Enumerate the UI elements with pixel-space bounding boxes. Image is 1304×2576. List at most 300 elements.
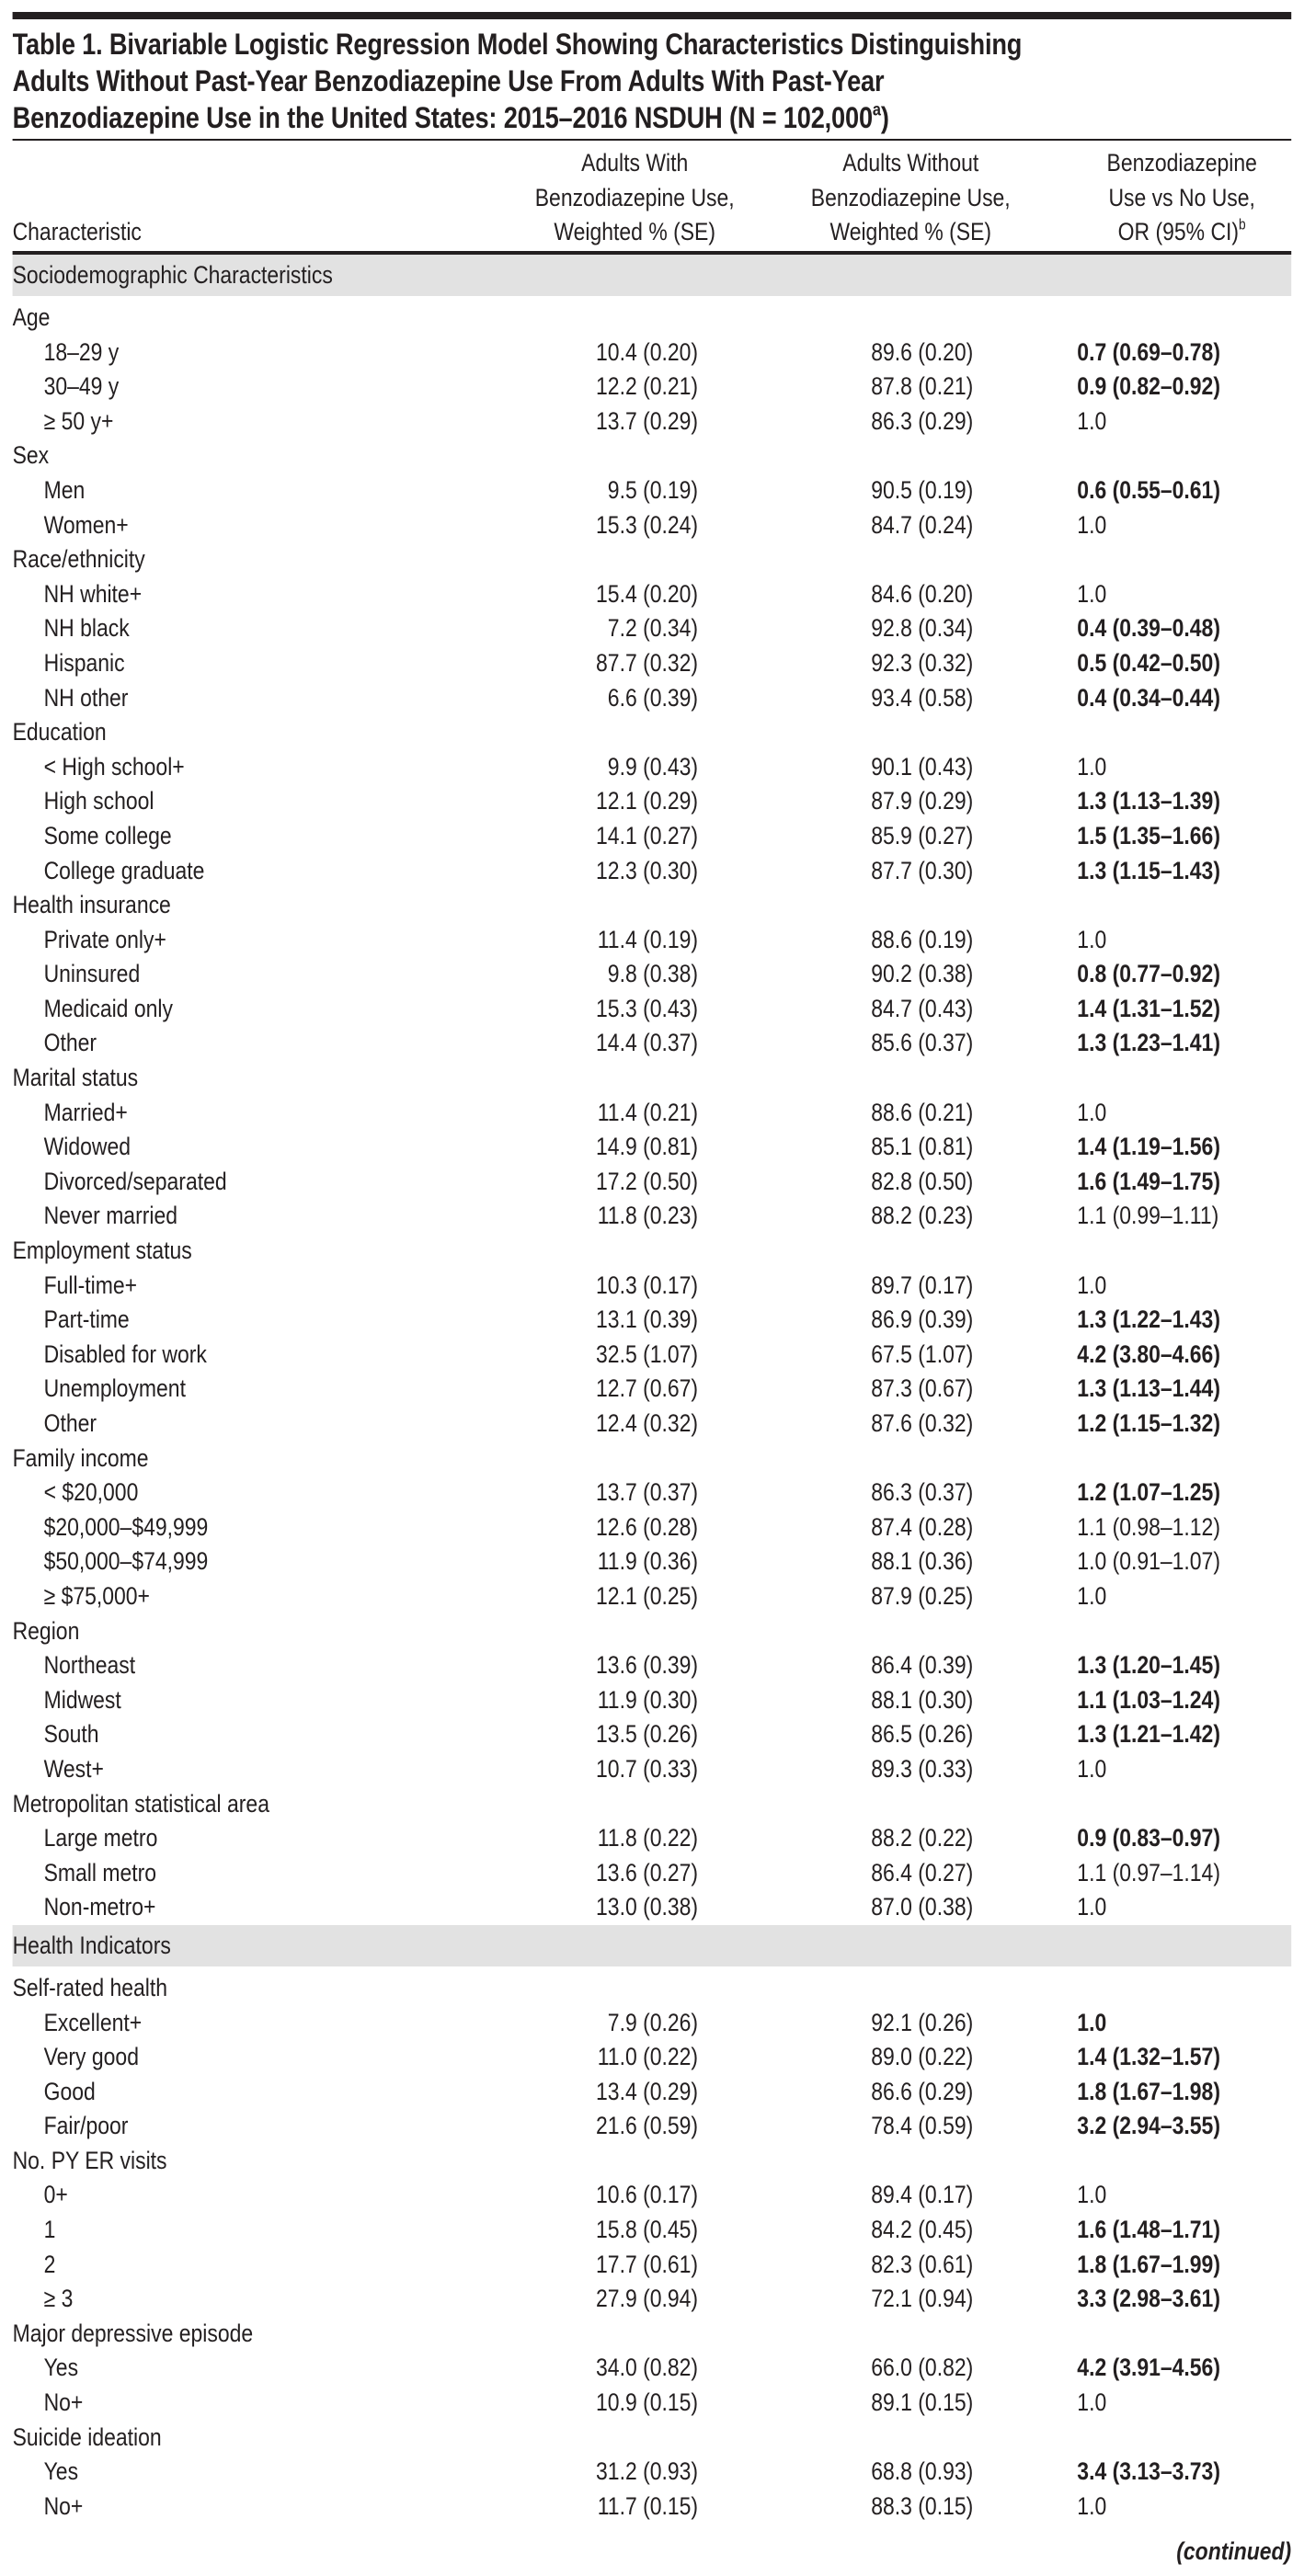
with-use-value: 12.1 (0.25) xyxy=(596,1581,699,1610)
table-row xyxy=(13,1303,1292,1338)
column-header-line: Benzodiazepine Use, xyxy=(534,183,735,211)
without-use-value: 72.1 (0.94) xyxy=(871,2285,974,2313)
row-label: $20,000–$49,999 xyxy=(43,1512,209,1541)
row-label: Midwest xyxy=(43,1685,121,1714)
table-row xyxy=(13,1372,1292,1407)
without-use-value: 87.6 (0.32) xyxy=(871,1409,974,1437)
column-header-characteristic: Characteristic xyxy=(12,218,142,245)
odds-ratio-value: 1.8 (1.67–1.99) xyxy=(1077,2250,1220,2278)
column-header-line: Adults Without xyxy=(842,149,979,177)
row-label: Full-time+ xyxy=(43,1271,137,1299)
row-label: Women+ xyxy=(43,510,129,539)
without-use-value: 89.7 (0.17) xyxy=(871,1271,974,1299)
with-use-value: 11.9 (0.30) xyxy=(597,1685,699,1714)
table-row xyxy=(13,750,1292,785)
odds-ratio-value: 1.3 (1.20–1.45) xyxy=(1077,1651,1220,1680)
row-label: Disabled for work xyxy=(43,1339,207,1368)
with-use-value: 6.6 (0.39) xyxy=(607,683,699,712)
without-use-value: 89.6 (0.20) xyxy=(871,337,974,366)
odds-ratio-value: 0.9 (0.82–0.92) xyxy=(1077,372,1220,401)
with-use-value: 11.4 (0.21) xyxy=(597,1098,699,1126)
table-row xyxy=(13,405,1292,439)
odds-ratio-value: 1.4 (1.31–1.52) xyxy=(1077,994,1220,1022)
table-row xyxy=(13,1407,1292,1442)
table-row xyxy=(13,2490,1292,2525)
group-row xyxy=(13,1971,1292,2006)
with-use-value: 13.4 (0.29) xyxy=(596,2077,699,2105)
table-row xyxy=(13,784,1292,819)
column-header-line: Weighted % (SE) xyxy=(554,218,716,245)
without-use-value: 85.9 (0.27) xyxy=(871,821,974,849)
without-use-value: 68.8 (0.93) xyxy=(871,2457,974,2486)
odds-ratio-value: 3.3 (2.98–3.61) xyxy=(1077,2285,1220,2313)
without-use-value: 92.8 (0.34) xyxy=(871,614,974,643)
column-header-line: Use vs No Use, xyxy=(1108,183,1255,211)
with-use-value: 13.7 (0.37) xyxy=(596,1478,699,1507)
table-row xyxy=(13,1544,1292,1579)
row-label: West+ xyxy=(43,1754,104,1783)
without-use-value: 78.4 (0.59) xyxy=(871,2112,974,2140)
odds-ratio-value: 1.1 (0.98–1.12) xyxy=(1077,1512,1220,1541)
odds-ratio-value: 1.0 xyxy=(1077,2181,1107,2209)
table-row xyxy=(13,370,1292,405)
odds-ratio-value: 1.3 (1.23–1.41) xyxy=(1077,1029,1220,1057)
column-header-with-use xyxy=(518,146,752,250)
without-use-value: 89.1 (0.15) xyxy=(871,2388,974,2417)
without-use-value: 88.2 (0.23) xyxy=(871,1202,974,1230)
with-use-value: 9.8 (0.38) xyxy=(607,960,699,988)
row-label: High school xyxy=(43,787,154,815)
with-use-value: 15.3 (0.24) xyxy=(596,510,699,539)
odds-ratio-value: 0.4 (0.39–0.48) xyxy=(1077,614,1220,643)
odds-ratio-value: 1.1 (1.03–1.24) xyxy=(1077,1685,1220,1714)
without-use-value: 90.2 (0.38) xyxy=(871,960,974,988)
with-use-value: 12.1 (0.29) xyxy=(596,787,699,815)
without-use-value: 82.8 (0.50) xyxy=(871,1167,974,1195)
table-body xyxy=(13,255,1292,2524)
row-label: Other xyxy=(43,1029,97,1057)
group-row xyxy=(13,1442,1292,1476)
with-use-value: 12.4 (0.32) xyxy=(596,1409,699,1437)
odds-ratio-value: 1.0 xyxy=(1077,1754,1107,1783)
with-use-value: 12.6 (0.28) xyxy=(596,1512,699,1541)
odds-ratio-value: 1.3 (1.15–1.43) xyxy=(1077,856,1220,884)
table-row xyxy=(13,611,1292,646)
with-use-value: 10.4 (0.20) xyxy=(596,337,699,366)
row-label: ≥ 3 xyxy=(43,2285,74,2313)
table-row xyxy=(13,1821,1292,1856)
odds-ratio-value: 1.3 (1.21–1.42) xyxy=(1077,1720,1220,1749)
group-label: Race/ethnicity xyxy=(12,545,145,574)
without-use-value: 87.0 (0.38) xyxy=(871,1893,974,1921)
odds-ratio-value: 4.2 (3.91–4.56) xyxy=(1077,2354,1220,2382)
group-label: Self-rated health xyxy=(12,1973,168,2001)
odds-ratio-value: 1.1 (0.99–1.11) xyxy=(1077,1202,1219,1230)
column-header-line: Benzodiazepine Use, xyxy=(810,183,1011,211)
without-use-value: 87.3 (0.67) xyxy=(871,1374,974,1403)
group-label: Metropolitan statistical area xyxy=(12,1789,269,1818)
group-row xyxy=(13,888,1292,923)
table-row xyxy=(13,1510,1292,1545)
with-use-value: 11.9 (0.36) xyxy=(597,1547,699,1576)
row-label: College graduate xyxy=(43,856,205,884)
row-label: NH black xyxy=(43,614,130,643)
row-label: 30–49 y xyxy=(43,372,120,401)
title-line-3-text: Benzodiazepine Use in the United States: 2015–2016 NSDUH (N = 102,000 xyxy=(12,101,873,134)
table-row xyxy=(13,2455,1292,2490)
table-row xyxy=(13,2006,1292,2041)
table-row xyxy=(13,1648,1292,1683)
odds-ratio-value: 1.0 xyxy=(1077,925,1107,953)
with-use-value: 11.7 (0.15) xyxy=(597,2491,699,2520)
group-row xyxy=(13,1061,1292,1096)
row-label: Private only+ xyxy=(43,925,166,953)
section-header: Health Indicators xyxy=(13,1925,1292,1966)
table-row xyxy=(13,923,1292,958)
table-row xyxy=(13,2248,1292,2283)
odds-ratio-value: 0.8 (0.77–0.92) xyxy=(1077,960,1220,988)
without-use-value: 67.5 (1.07) xyxy=(871,1339,974,1368)
table-row xyxy=(13,1717,1292,1752)
without-use-value: 89.4 (0.17) xyxy=(871,2181,974,2209)
row-label: Never married xyxy=(43,1202,177,1230)
table-row xyxy=(13,577,1292,612)
group-label: Age xyxy=(12,303,51,331)
group-row xyxy=(13,2421,1292,2456)
without-use-value: 88.1 (0.30) xyxy=(871,1685,974,1714)
group-label: No. PY ER visits xyxy=(12,2146,167,2174)
odds-ratio-value: 1.2 (1.15–1.32) xyxy=(1077,1409,1220,1437)
table-row xyxy=(13,1890,1292,1925)
column-header-text: OR (95% CI) xyxy=(1117,218,1240,245)
table-row xyxy=(13,2386,1292,2421)
with-use-value: 14.1 (0.27) xyxy=(596,821,699,849)
with-use-value: 17.7 (0.61) xyxy=(596,2250,699,2278)
without-use-value: 87.4 (0.28) xyxy=(871,1512,974,1541)
without-use-value: 93.4 (0.58) xyxy=(871,683,974,712)
odds-ratio-value: 4.2 (3.80–4.66) xyxy=(1077,1339,1220,1368)
column-header-line xyxy=(1072,215,1291,250)
row-label: Widowed xyxy=(43,1133,131,1161)
odds-ratio-value: 1.0 xyxy=(1077,406,1107,435)
row-label: Uninsured xyxy=(43,960,141,988)
column-header-line: Adults With xyxy=(581,149,689,177)
table-row xyxy=(13,2075,1292,2110)
with-use-value: 21.6 (0.59) xyxy=(596,2112,699,2140)
table-row xyxy=(13,1476,1292,1510)
row-label: Large metro xyxy=(43,1824,158,1852)
without-use-value: 89.3 (0.33) xyxy=(871,1754,974,1783)
column-header-line: Benzodiazepine xyxy=(1106,149,1257,177)
table-row xyxy=(13,2282,1292,2317)
with-use-value: 7.9 (0.26) xyxy=(607,2008,699,2036)
table-row xyxy=(13,1752,1292,1787)
row-label: Part-time xyxy=(43,1305,130,1334)
table-row xyxy=(13,1199,1292,1234)
row-label: Northeast xyxy=(43,1651,136,1680)
table-row xyxy=(13,508,1292,543)
odds-ratio-value: 1.3 (1.13–1.39) xyxy=(1077,787,1220,815)
table-row xyxy=(13,681,1292,716)
without-use-value: 86.3 (0.37) xyxy=(871,1478,974,1507)
group-label: Health insurance xyxy=(12,891,171,919)
with-use-value: 12.7 (0.67) xyxy=(596,1374,699,1403)
odds-ratio-value: 0.5 (0.42–0.50) xyxy=(1077,648,1220,677)
row-label: Hispanic xyxy=(43,648,125,677)
with-use-value: 15.8 (0.45) xyxy=(596,2216,699,2244)
with-use-value: 87.7 (0.32) xyxy=(596,648,699,677)
with-use-value: 10.7 (0.33) xyxy=(596,1754,699,1783)
without-use-value: 87.9 (0.29) xyxy=(871,787,974,815)
row-label: Fair/poor xyxy=(43,2112,129,2140)
group-label: Major depressive episode xyxy=(12,2319,254,2347)
odds-ratio-value: 1.0 (0.91–1.07) xyxy=(1077,1547,1220,1576)
without-use-value: 88.6 (0.21) xyxy=(871,1098,974,1126)
row-label: No+ xyxy=(43,2388,84,2417)
table-row xyxy=(13,1579,1292,1614)
with-use-value: 13.6 (0.27) xyxy=(596,1858,699,1886)
table-row xyxy=(13,1338,1292,1373)
with-use-value: 13.0 (0.38) xyxy=(596,1893,699,1921)
row-label: 1 xyxy=(43,2216,56,2244)
with-use-value: 11.4 (0.19) xyxy=(597,925,699,953)
group-row xyxy=(13,1787,1292,1822)
table-row xyxy=(13,1130,1292,1165)
table-row xyxy=(13,2178,1292,2213)
without-use-value: 86.3 (0.29) xyxy=(871,406,974,435)
odds-ratio-value: 0.4 (0.34–0.44) xyxy=(1077,683,1220,712)
with-use-value: 12.3 (0.30) xyxy=(596,856,699,884)
table-row xyxy=(13,2040,1292,2075)
without-use-value: 84.7 (0.43) xyxy=(871,994,974,1022)
row-label: Small metro xyxy=(43,1858,157,1886)
table-row xyxy=(13,1096,1292,1131)
row-label: Other xyxy=(43,1409,97,1437)
column-header-odds-ratio xyxy=(1072,146,1291,250)
odds-ratio-value: 1.5 (1.35–1.66) xyxy=(1077,821,1220,849)
odds-ratio-value: 1.0 xyxy=(1077,2491,1107,2520)
odds-ratio-value: 1.1 (0.97–1.14) xyxy=(1077,1858,1220,1886)
row-label: South xyxy=(43,1720,99,1749)
with-use-value: 13.5 (0.26) xyxy=(596,1720,699,1749)
odds-ratio-value: 0.6 (0.55–0.61) xyxy=(1077,475,1220,504)
without-use-value: 82.3 (0.61) xyxy=(871,2250,974,2278)
row-label: No+ xyxy=(43,2491,84,2520)
group-row xyxy=(13,439,1292,473)
without-use-value: 86.4 (0.27) xyxy=(871,1858,974,1886)
without-use-value: 85.1 (0.81) xyxy=(871,1133,974,1161)
group-label: Employment status xyxy=(12,1237,192,1265)
odds-ratio-value: 1.4 (1.32–1.57) xyxy=(1077,2043,1220,2071)
table-row xyxy=(13,336,1292,370)
without-use-value: 92.1 (0.26) xyxy=(871,2008,974,2036)
row-label: Married+ xyxy=(43,1098,128,1126)
without-use-value: 66.0 (0.82) xyxy=(871,2354,974,2382)
without-use-value: 88.2 (0.22) xyxy=(871,1824,974,1852)
odds-ratio-value: 1.0 xyxy=(1077,510,1107,539)
table-row xyxy=(13,1269,1292,1304)
table-row xyxy=(13,1026,1292,1061)
with-use-value: 27.9 (0.94) xyxy=(596,2285,699,2313)
with-use-value: 17.2 (0.50) xyxy=(596,1167,699,1195)
row-label: ≥ $75,000+ xyxy=(43,1581,150,1610)
without-use-value: 90.1 (0.43) xyxy=(871,752,974,781)
odds-ratio-value: 1.0 xyxy=(1077,2008,1107,2036)
without-use-value: 88.6 (0.19) xyxy=(871,925,974,953)
odds-ratio-value: 1.0 xyxy=(1077,1271,1107,1299)
row-label: ≥ 50 y+ xyxy=(43,406,114,435)
with-use-value: 15.4 (0.20) xyxy=(596,579,699,608)
group-label: Education xyxy=(12,718,107,747)
with-use-value: 11.8 (0.23) xyxy=(597,1202,699,1230)
row-label: Very good xyxy=(43,2043,139,2071)
odds-ratio-value: 1.3 (1.13–1.44) xyxy=(1077,1374,1220,1403)
group-label: Marital status xyxy=(12,1064,139,1092)
table-title xyxy=(13,26,1023,136)
group-row xyxy=(13,1234,1292,1269)
odds-ratio-value: 1.6 (1.49–1.75) xyxy=(1077,1167,1220,1195)
table-row xyxy=(13,473,1292,508)
without-use-value: 85.6 (0.37) xyxy=(871,1029,974,1057)
odds-ratio-value: 1.0 xyxy=(1077,752,1107,781)
row-label: Non-metro+ xyxy=(43,1893,156,1921)
row-label: Yes xyxy=(43,2457,79,2486)
odds-ratio-value: 1.2 (1.07–1.25) xyxy=(1077,1478,1220,1507)
title-line-2: Adults Without Past-Year Benzodiazepine Use From Adults With Past-Year xyxy=(12,64,885,97)
odds-ratio-value: 1.0 xyxy=(1077,579,1107,608)
row-label: 18–29 y xyxy=(43,337,120,366)
without-use-value: 89.0 (0.22) xyxy=(871,2043,974,2071)
column-footnote-marker: b xyxy=(1239,216,1246,234)
table-row xyxy=(13,1683,1292,1718)
without-use-value: 87.7 (0.30) xyxy=(871,856,974,884)
group-row xyxy=(13,1614,1292,1649)
column-header-line: Weighted % (SE) xyxy=(829,218,992,245)
without-use-value: 84.6 (0.20) xyxy=(871,579,974,608)
without-use-value: 88.1 (0.36) xyxy=(871,1547,974,1576)
row-label: NH other xyxy=(43,683,129,712)
with-use-value: 34.0 (0.82) xyxy=(596,2354,699,2382)
row-label: Men xyxy=(43,475,86,504)
odds-ratio-value: 1.6 (1.48–1.71) xyxy=(1077,2216,1220,2244)
row-label: Good xyxy=(43,2077,96,2105)
section-header: Sociodemographic Characteristics xyxy=(13,255,1292,296)
with-use-value: 13.7 (0.29) xyxy=(596,406,699,435)
group-label: Family income xyxy=(12,1443,149,1472)
with-use-value: 32.5 (1.07) xyxy=(596,1339,699,1368)
title-line-1: Table 1. Bivariable Logistic Regression Model Showing Characteristics Distinguishing xyxy=(12,28,1023,61)
without-use-value: 92.3 (0.32) xyxy=(871,648,974,677)
odds-ratio-value: 3.4 (3.13–3.73) xyxy=(1077,2457,1220,2486)
without-use-value: 86.6 (0.29) xyxy=(871,2077,974,2105)
odds-ratio-value: 1.0 xyxy=(1077,1893,1107,1921)
with-use-value: 12.2 (0.21) xyxy=(596,372,699,401)
odds-ratio-value: 1.4 (1.19–1.56) xyxy=(1077,1133,1220,1161)
top-rule xyxy=(13,12,1292,19)
without-use-value: 87.9 (0.25) xyxy=(871,1581,974,1610)
row-label: Medicaid only xyxy=(43,994,173,1022)
row-label: < High school+ xyxy=(43,752,185,781)
row-label: 0+ xyxy=(43,2181,68,2209)
column-header-without-use xyxy=(794,146,1028,250)
table-row xyxy=(13,1165,1292,1200)
title-footnote-marker: a xyxy=(872,100,881,120)
with-use-value: 31.2 (0.93) xyxy=(596,2457,699,2486)
table-row xyxy=(13,854,1292,889)
with-use-value: 13.6 (0.39) xyxy=(596,1651,699,1680)
odds-ratio-value: 0.9 (0.83–0.97) xyxy=(1077,1824,1220,1852)
table-row xyxy=(13,646,1292,681)
odds-ratio-value: 1.0 xyxy=(1077,2388,1107,2417)
odds-ratio-value: 0.7 (0.69–0.78) xyxy=(1077,337,1220,366)
row-label: Some college xyxy=(43,821,172,849)
without-use-value: 86.9 (0.39) xyxy=(871,1305,974,1334)
table-row xyxy=(13,2109,1292,2144)
with-use-value: 10.9 (0.15) xyxy=(596,2388,699,2417)
group-label: Sex xyxy=(12,441,50,470)
odds-ratio-value: 1.0 xyxy=(1077,1098,1107,1126)
row-label: Yes xyxy=(43,2354,79,2382)
odds-ratio-value: 1.8 (1.67–1.98) xyxy=(1077,2077,1220,2105)
row-label: Unemployment xyxy=(43,1374,186,1403)
group-row xyxy=(13,542,1292,577)
row-label: < $20,000 xyxy=(43,1478,139,1507)
odds-ratio-value: 1.3 (1.22–1.43) xyxy=(1077,1305,1220,1334)
without-use-value: 87.8 (0.21) xyxy=(871,372,974,401)
row-label: $50,000–$74,999 xyxy=(43,1547,209,1576)
with-use-value: 13.1 (0.39) xyxy=(596,1305,699,1334)
odds-ratio-value: 3.2 (2.94–3.55) xyxy=(1077,2112,1220,2140)
with-use-value: 10.3 (0.17) xyxy=(596,1271,699,1299)
table-row xyxy=(13,1856,1292,1891)
odds-ratio-value: 1.0 xyxy=(1077,1581,1107,1610)
row-label: Excellent+ xyxy=(43,2008,143,2036)
title-rule xyxy=(13,139,1292,141)
with-use-value: 7.2 (0.34) xyxy=(607,614,699,643)
table-row xyxy=(13,2213,1292,2248)
with-use-value: 9.5 (0.19) xyxy=(607,475,699,504)
group-row xyxy=(13,2144,1292,2179)
with-use-value: 11.8 (0.22) xyxy=(597,1824,699,1852)
title-line-3 xyxy=(13,99,1023,136)
group-row xyxy=(13,301,1292,336)
title-close-paren: ) xyxy=(880,101,889,134)
with-use-value: 15.3 (0.43) xyxy=(596,994,699,1022)
with-use-value: 11.0 (0.22) xyxy=(597,2043,699,2071)
without-use-value: 86.4 (0.39) xyxy=(871,1651,974,1680)
with-use-value: 9.9 (0.43) xyxy=(607,752,699,781)
with-use-value: 14.4 (0.37) xyxy=(596,1029,699,1057)
group-label: Suicide ideation xyxy=(12,2422,162,2451)
without-use-value: 90.5 (0.19) xyxy=(871,475,974,504)
without-use-value: 84.7 (0.24) xyxy=(871,510,974,539)
table-row xyxy=(13,819,1292,854)
group-row xyxy=(13,715,1292,750)
without-use-value: 88.3 (0.15) xyxy=(871,2491,974,2520)
continued-note: (continued) xyxy=(1176,2537,1292,2565)
group-label: Region xyxy=(12,1616,80,1645)
group-row xyxy=(13,2317,1292,2352)
table-row xyxy=(13,2351,1292,2386)
without-use-value: 86.5 (0.26) xyxy=(871,1720,974,1749)
without-use-value: 84.2 (0.45) xyxy=(871,2216,974,2244)
row-label: NH white+ xyxy=(43,579,143,608)
with-use-value: 10.6 (0.17) xyxy=(596,2181,699,2209)
table-row xyxy=(13,992,1292,1027)
row-label: 2 xyxy=(43,2250,56,2278)
table-row xyxy=(13,957,1292,992)
row-label: Divorced/separated xyxy=(43,1167,227,1195)
